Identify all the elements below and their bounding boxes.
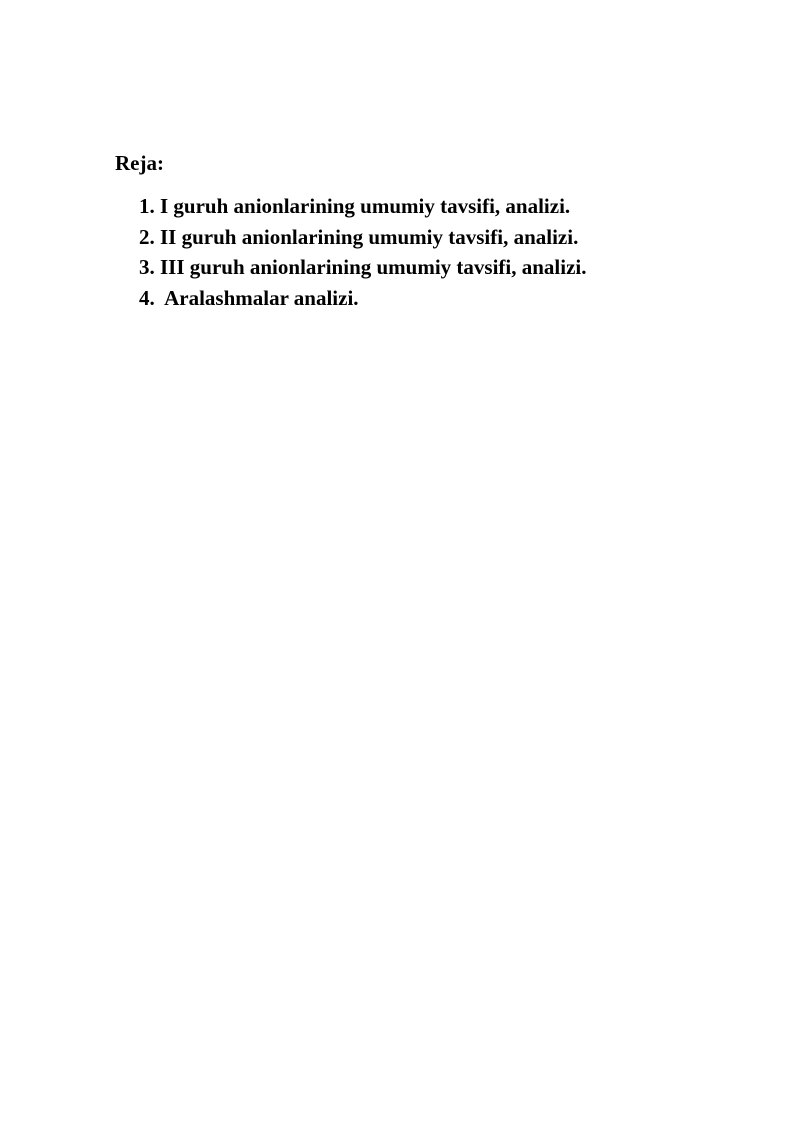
list-item: 1. I guruh anionlarining umumiy tavsifi, analizi. (139, 194, 571, 218)
list-item: 4. Aralashmalar analizi. (139, 285, 359, 310)
list-item: 2. II guruh anionlarining umumiy tavsifi, analizi. (139, 224, 579, 249)
list-item: 3. III guruh anionlarining umumiy tavsifi, analizi. (139, 255, 587, 279)
plan-heading: Reja: (115, 151, 164, 175)
plan-list (139, 191, 587, 313)
